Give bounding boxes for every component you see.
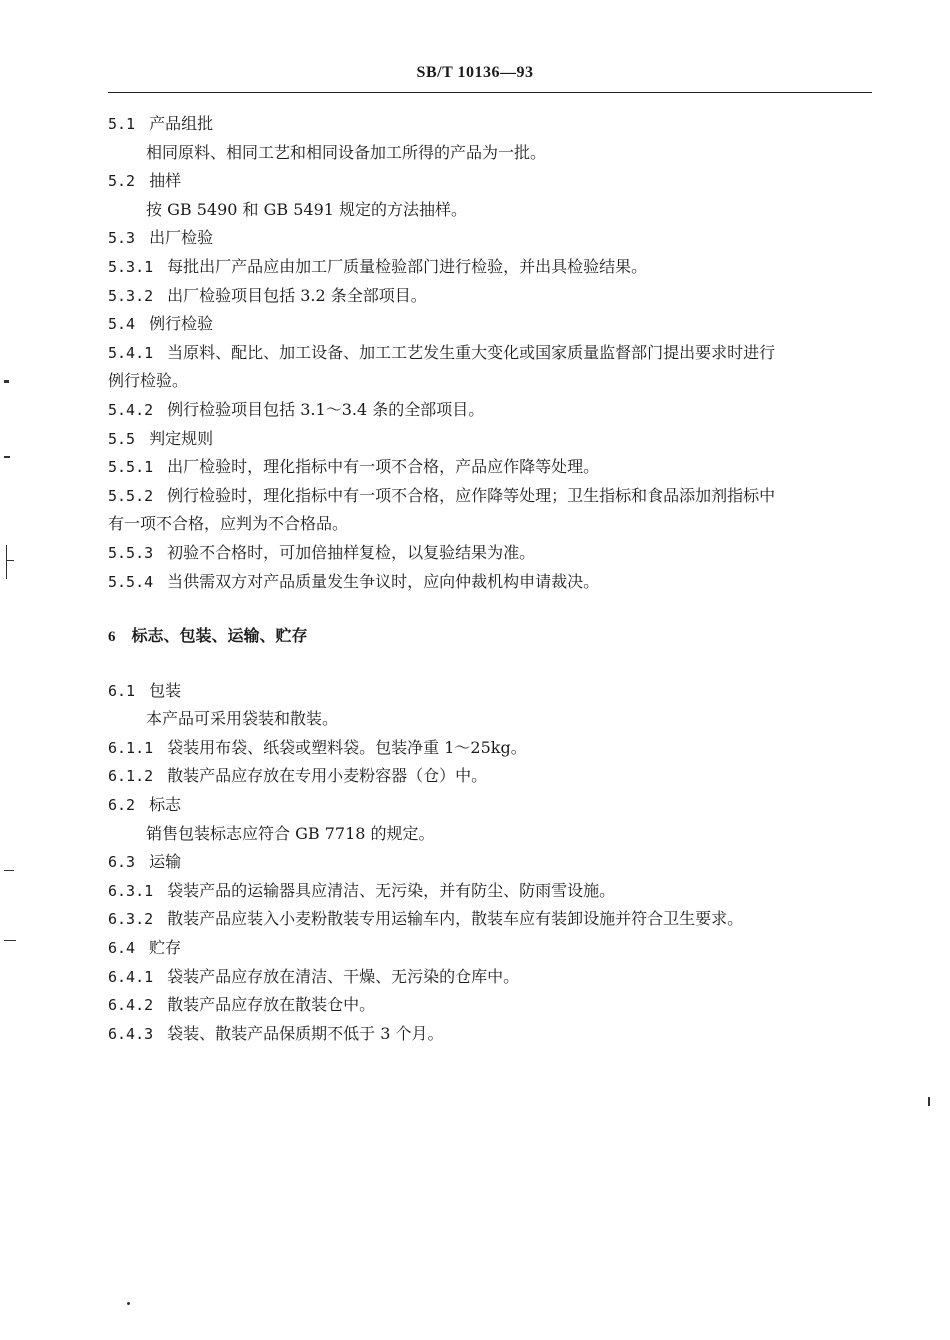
clause-text: 本产品可采用袋装和散装。 bbox=[146, 709, 339, 729]
clause-text: 判定规则 bbox=[149, 428, 214, 448]
clause-number: 5.2 bbox=[108, 172, 136, 191]
clause-text: 袋装产品应存放在清洁、干燥、无污染的仓库中。 bbox=[167, 966, 520, 986]
clause-text: 产品组批 bbox=[149, 114, 214, 133]
clause-number: 5.4.2 bbox=[108, 400, 154, 419]
clause-number: 5.5.3 bbox=[108, 543, 154, 562]
section-heading bbox=[108, 167, 872, 196]
clause-number: 6.4 bbox=[108, 939, 136, 958]
clause-line bbox=[108, 453, 872, 482]
clause-number: 6.3.1 bbox=[108, 881, 154, 900]
scan-mark bbox=[6, 560, 14, 561]
section-heading bbox=[108, 425, 872, 454]
paragraph-line bbox=[108, 196, 872, 225]
scan-mark bbox=[4, 456, 10, 458]
clause-number: 6.1.1 bbox=[108, 738, 154, 757]
clause-text: 按 GB 5490 和 GB 5491 规定的方法抽样。 bbox=[146, 199, 468, 219]
clause-line bbox=[108, 734, 872, 763]
clause-number: 5.4.1 bbox=[108, 343, 154, 362]
clause-line bbox=[108, 905, 872, 934]
paragraph-line bbox=[108, 705, 872, 734]
clause-text: 例行检验。 bbox=[108, 371, 189, 391]
clause-text: 初验不合格时，可加倍抽样复检，以复验结果为准。 bbox=[167, 542, 536, 562]
clause-line bbox=[108, 1020, 872, 1049]
paragraph-line bbox=[108, 820, 872, 849]
clause-text: 出厂检验项目包括 3.2 条全部项目。 bbox=[167, 285, 427, 305]
scan-mark bbox=[928, 1097, 930, 1106]
clause-line bbox=[108, 396, 872, 425]
clause-text: 出厂检验 bbox=[149, 228, 214, 248]
clause-text: 每批出厂产品应由加工厂质量检验部门进行检验，并出具检验结果。 bbox=[167, 256, 648, 276]
clause-number: 6.4.3 bbox=[108, 1024, 154, 1043]
scan-mark bbox=[6, 545, 7, 579]
clause-number: 5.4 bbox=[108, 315, 136, 334]
clause-line bbox=[108, 482, 872, 511]
clause-number: 5.5.2 bbox=[108, 486, 154, 505]
clause-text: 袋装、散装产品保质期不低于 3 个月。 bbox=[167, 1023, 444, 1043]
scan-mark bbox=[4, 870, 14, 871]
clause-number: 6.3.2 bbox=[108, 910, 154, 929]
clause-text: 散装产品应存放在专用小麦粉容器（仓）中。 bbox=[167, 766, 488, 786]
clause-text: 有一项不合格，应判为不合格品。 bbox=[108, 514, 349, 534]
clause-number: 6.1 bbox=[108, 681, 136, 700]
header-divider bbox=[108, 92, 872, 93]
clause-text: 散装产品应存放在散装仓中。 bbox=[167, 995, 376, 1015]
section-heading bbox=[108, 934, 872, 963]
clause-text: 当原料、配比、加工设备、加工工艺发生重大变化或国家质量监督部门提出要求时进行 bbox=[167, 342, 776, 362]
paragraph-line bbox=[108, 367, 872, 396]
clause-line bbox=[108, 539, 872, 568]
clause-text: 袋装用布袋、纸袋或塑料袋。包装净重 1～25kg。 bbox=[167, 737, 527, 757]
clause-text: 贮存 bbox=[149, 938, 182, 958]
section-heading bbox=[108, 848, 872, 877]
clause-text: 袋装产品的运输器具应清洁、无污染，并有防尘、防雨雪设施。 bbox=[167, 880, 616, 900]
scan-mark bbox=[4, 380, 9, 383]
clause-number: 6.4.1 bbox=[108, 967, 154, 986]
paragraph-line bbox=[108, 510, 872, 539]
standard-code-header: SB/T 10136—93 bbox=[416, 64, 534, 81]
section-heading bbox=[108, 310, 872, 339]
clause-number: 5.3.2 bbox=[108, 286, 154, 305]
clause-number: 5.5.1 bbox=[108, 458, 154, 477]
clause-line bbox=[108, 282, 872, 311]
document-body bbox=[108, 110, 872, 1048]
paragraph-line bbox=[108, 139, 872, 168]
clause-text: 当供需双方对产品质量发生争议时，应向仲裁机构申请裁决。 bbox=[167, 571, 600, 591]
clause-text: 相同原料、相同工艺和相同设备加工所得的产品为一批。 bbox=[146, 142, 547, 162]
clause-number: 5.3.1 bbox=[108, 257, 154, 276]
chapter-heading bbox=[108, 622, 872, 651]
clause-line bbox=[108, 877, 872, 906]
section-heading bbox=[108, 677, 872, 706]
scan-mark bbox=[127, 1302, 130, 1305]
clause-number: 5.5.4 bbox=[108, 572, 154, 591]
clause-text: 销售包装标志应符合 GB 7718 的规定。 bbox=[146, 823, 435, 843]
clause-text: 例行检验项目包括 3.1～3.4 条的全部项目。 bbox=[167, 399, 485, 419]
clause-line bbox=[108, 253, 872, 282]
clause-number: 5.3 bbox=[108, 229, 136, 248]
clause-number: 6.4.2 bbox=[108, 996, 154, 1015]
clause-number: 6.3 bbox=[108, 853, 136, 872]
clause-line bbox=[108, 339, 872, 368]
section-heading bbox=[108, 110, 872, 139]
clause-text: 抽样 bbox=[149, 171, 182, 191]
clause-line bbox=[108, 762, 872, 791]
scan-mark bbox=[4, 940, 16, 941]
clause-number: 5.5 bbox=[108, 429, 136, 448]
clause-text: 例行检验时，理化指标中有一项不合格，应作降等处理；卫生指标和食品添加剂指标中 bbox=[167, 485, 776, 505]
clause-number: 6.2 bbox=[108, 796, 136, 815]
clause-line bbox=[108, 568, 872, 597]
clause-text: 标志、包装、运输、贮存 bbox=[131, 626, 308, 646]
clause-text: 例行检验 bbox=[149, 314, 214, 334]
clause-text: 散装产品应装入小麦粉散装专用运输车内，散装车应有装卸设施并符合卫生要求。 bbox=[167, 909, 744, 929]
section-heading bbox=[108, 224, 872, 253]
clause-text: 包装 bbox=[149, 680, 182, 700]
clause-line bbox=[108, 963, 872, 992]
section-heading bbox=[108, 791, 872, 820]
clause-text: 标志 bbox=[149, 795, 182, 815]
clause-line bbox=[108, 991, 872, 1020]
clause-number: 6.1.2 bbox=[108, 767, 154, 786]
clause-text: 出厂检验时，理化指标中有一项不合格，产品应作降等处理。 bbox=[167, 457, 600, 477]
clause-number: 5.1 bbox=[108, 115, 136, 133]
clause-number: 6 bbox=[108, 629, 116, 646]
clause-text: 运输 bbox=[149, 852, 182, 872]
